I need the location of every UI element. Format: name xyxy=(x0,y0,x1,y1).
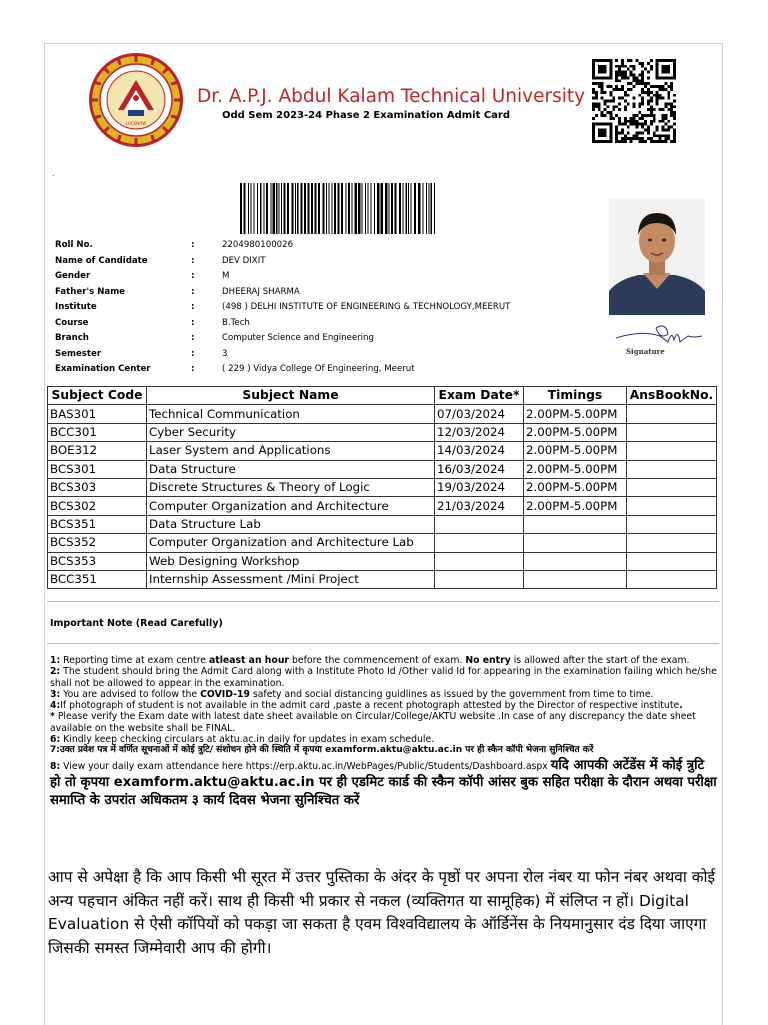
subject-name-cell: Technical Communication xyxy=(147,405,435,423)
info-colon: : xyxy=(191,317,195,328)
exam-date-cell xyxy=(435,552,524,570)
info-label: Branch xyxy=(55,333,89,343)
subject-code-cell: BCS351 xyxy=(48,515,147,533)
subject-code-cell: BCS353 xyxy=(48,552,147,570)
info-colon: : xyxy=(191,333,195,343)
exam-date-cell: 14/03/2024 xyxy=(435,442,524,460)
timings-cell: 2.00PM-5.00PM xyxy=(524,423,627,441)
header-subject-code: Subject Code xyxy=(48,387,147,405)
table-row xyxy=(48,552,717,570)
subject-name-cell: Web Designing Workshop xyxy=(147,552,435,570)
exam-date-cell: 21/03/2024 xyxy=(435,497,524,515)
subject-code-cell: BCC351 xyxy=(48,570,147,588)
ansbook-cell xyxy=(627,442,717,460)
hindi-instructions: आप से अपेक्षा है कि आप किसी भी सूरत में उत्तर पुस्तिका के अंदर के पृष्ठों पर अपना रोल नंबर या फोन नंबर अथवा कोई अन्य पहचान अंकित नहीं करें। साथ ही किसी भी प्रकार से नकल (व्यक्तिगत या सामूहिक) में संलिप्त न हों। Digital Evaluation से ऐसी कॉपियों को पकड़ा जा सकता है एवम विश्वविद्यालय के ऑर्डिनेंस के नियमानुसार दंड दिया जाएगा जिसकी समस्त जिम्मेवारी आप की होगी। xyxy=(48,868,716,957)
important-notes xyxy=(50,655,717,809)
subject-code-cell: BCS303 xyxy=(48,478,147,496)
header-exam-date: Exam Date* xyxy=(435,387,524,405)
candidate-name-value: DEV DIXIT xyxy=(222,255,266,266)
divider xyxy=(47,643,719,644)
subject-name-cell: Discrete Structures & Theory of Logic xyxy=(147,478,435,496)
semester-value: 3 xyxy=(222,348,228,359)
subject-name-cell: Computer Organization and Architecture xyxy=(147,497,435,515)
admit-card-title: Odd Sem 2023-24 Phase 2 Examination Admit Card xyxy=(222,110,511,121)
info-label: Name of Candidate xyxy=(55,255,148,266)
note-5: * Please verify the Exam date with latest date sheet available on Circular/College/AKTU website .In case of any discrepancy the date sheet available on the website shall be FINAL. xyxy=(50,711,696,734)
subject-name-cell: Laser System and Applications xyxy=(147,442,435,460)
subject-code-cell: BCS302 xyxy=(48,497,147,515)
timings-cell: 2.00PM-5.00PM xyxy=(524,478,627,496)
timings-cell xyxy=(524,552,627,570)
info-colon: : xyxy=(191,271,195,281)
info-label: Institute xyxy=(55,302,97,312)
qr-code xyxy=(592,58,676,144)
timings-cell xyxy=(524,534,627,552)
gender-value: M xyxy=(222,271,230,281)
table-row xyxy=(48,515,717,533)
timings-cell xyxy=(524,570,627,588)
table-header-row xyxy=(48,387,717,405)
note-8-hindi: यदि आपकी अटेंडेंस में कोई त्रुटि हो तो कृपया examform.aktu@aktu.ac.in पर ही एडमिट कार्ड की स्कैन कॉपी आंसर बुक सहित परीक्षा के दौरान अथवा परीक्षा समाप्ति के उपरांत अधिकतम ३ कार्य दिवस भेजना सुनिश्चित करें xyxy=(50,757,717,808)
roll-number-value: 2204980100026 xyxy=(222,240,294,250)
info-colon: : xyxy=(191,364,195,374)
subjects-table xyxy=(47,386,717,589)
timings-cell: 2.00PM-5.00PM xyxy=(524,405,627,423)
timings-cell: 2.00PM-5.00PM xyxy=(524,442,627,460)
exam-date-cell xyxy=(435,534,524,552)
ansbook-cell xyxy=(627,478,717,496)
header-ansbook: AnsBookNo. xyxy=(627,387,717,405)
ansbook-cell xyxy=(627,497,717,515)
ansbook-cell xyxy=(627,552,717,570)
info-colon: : xyxy=(191,302,195,312)
table-row xyxy=(48,497,717,515)
subject-code-cell: BOE312 xyxy=(48,442,147,460)
timings-cell xyxy=(524,515,627,533)
table-row xyxy=(48,442,717,460)
info-label: Gender xyxy=(55,271,91,281)
note-8: 8: View your daily exam attendance here https://erp.aktu.ac.in/WebPages/Public/Students/Dashboard.aspx यदि आपकी अटेंडेंस में कोई त्रुटि हो तो कृपया examform.aktu@aktu.ac.in पर ही एडमिट कार्ड की स्कैन कॉपी आंसर बुक सहित परीक्षा के दौरान अथवा परीक्षा समाप्ति के उपरांत अधिकतम ३ कार्य दिवस भेजना सुनिश्चित करें xyxy=(50,757,717,808)
table-row xyxy=(48,423,717,441)
table-row xyxy=(48,478,717,496)
subject-code-cell: BCS352 xyxy=(48,534,147,552)
table-row xyxy=(48,405,717,423)
info-colon: : xyxy=(191,255,195,266)
note-3: 3: You are advised to follow the COVID-19 safety and social distancing guidlines as issued by the government from time to time. xyxy=(50,688,654,700)
separator-dot: . xyxy=(52,169,55,178)
note-7: 7:उक्त प्रवेश पत्र में वर्णित सूचनाओं में कोई त्रुटि/ संशोधन होने की स्थिति में कृपया examform.aktu@aktu.ac.in पर ही स्कैन कॉपी भेजना सुनिश्चित करें xyxy=(50,745,594,756)
course-value: B.Tech xyxy=(222,317,250,328)
ansbook-cell xyxy=(627,460,717,478)
subject-name-cell: Internship Assessment /Mini Project xyxy=(147,570,435,588)
info-label: Father's Name xyxy=(55,286,125,297)
branch-value: Computer Science and Engineering xyxy=(222,333,374,343)
exam-date-cell: 19/03/2024 xyxy=(435,478,524,496)
exam-date-cell xyxy=(435,570,524,588)
header-timings: Timings xyxy=(524,387,627,405)
exam-date-cell xyxy=(435,515,524,533)
info-label: Roll No. xyxy=(55,240,93,250)
exam-center-value: ( 229 ) Vidya College Of Engineering, Meerut xyxy=(222,364,415,374)
note-4: 4:If photograph of student is not available in the admit card ,paste a recent photograph attested by the Director of respective institute. xyxy=(50,700,683,712)
ansbook-cell xyxy=(627,570,717,588)
header-subject-name: Subject Name xyxy=(147,387,435,405)
note-1: 1: Reporting time at exam centre atleast an hour before the commencement of exam. No entry is allowed after the start of the exam. xyxy=(50,655,690,666)
subject-code-cell: BCC301 xyxy=(48,423,147,441)
exam-date-cell: 16/03/2024 xyxy=(435,460,524,478)
father-name-value: DHEERAJ SHARMA xyxy=(222,286,300,297)
timings-cell: 2.00PM-5.00PM xyxy=(524,460,627,478)
subject-name-cell: Data Structure xyxy=(147,460,435,478)
info-colon: : xyxy=(191,286,195,297)
exam-date-cell: 07/03/2024 xyxy=(435,405,524,423)
subject-code-cell: BCS301 xyxy=(48,460,147,478)
ansbook-cell xyxy=(627,515,717,533)
info-label: Course xyxy=(55,317,89,328)
signature-label: Signature xyxy=(626,347,665,356)
exam-date-cell: 12/03/2024 xyxy=(435,423,524,441)
info-colon: : xyxy=(191,348,195,359)
divider xyxy=(47,601,719,602)
university-seal-logo xyxy=(88,52,184,148)
subject-name-cell: Cyber Security xyxy=(147,423,435,441)
subject-name-cell: Computer Organization and Architecture Lab xyxy=(147,534,435,552)
candidate-signature xyxy=(610,320,706,358)
subject-name-cell: Data Structure Lab xyxy=(147,515,435,533)
roll-number-barcode xyxy=(238,183,438,234)
table-row xyxy=(48,570,717,588)
university-name: Dr. A.P.J. Abdul Kalam Technical University xyxy=(197,86,586,107)
ansbook-cell xyxy=(627,423,717,441)
info-colon: : xyxy=(191,240,195,250)
ansbook-cell xyxy=(627,405,717,423)
ansbook-cell xyxy=(627,534,717,552)
note-2: 2: The student should bring the Admit Card along with a Institute Photo Id /Other valid Id for appearing in the examination failing which he/she shall not be allowed to appear in the examination. xyxy=(50,666,717,689)
notes-title: Important Note (Read Carefully) xyxy=(50,618,223,629)
info-label: Examination Center xyxy=(55,364,151,374)
table-row xyxy=(48,460,717,478)
timings-cell: 2.00PM-5.00PM xyxy=(524,497,627,515)
institute-value: (498 ) DELHI INSTITUTE OF ENGINEERING & TECHNOLOGY,MEERUT xyxy=(222,302,511,312)
seal-city-text: LUCKNOW xyxy=(125,121,147,126)
note-6: 6: Kindly keep checking circulars at aktu.ac.in daily for updates in exam schedule. xyxy=(50,734,435,746)
subject-code-cell: BAS301 xyxy=(48,405,147,423)
table-row xyxy=(48,534,717,552)
info-label: Semester xyxy=(55,348,102,359)
candidate-photo xyxy=(609,199,705,315)
